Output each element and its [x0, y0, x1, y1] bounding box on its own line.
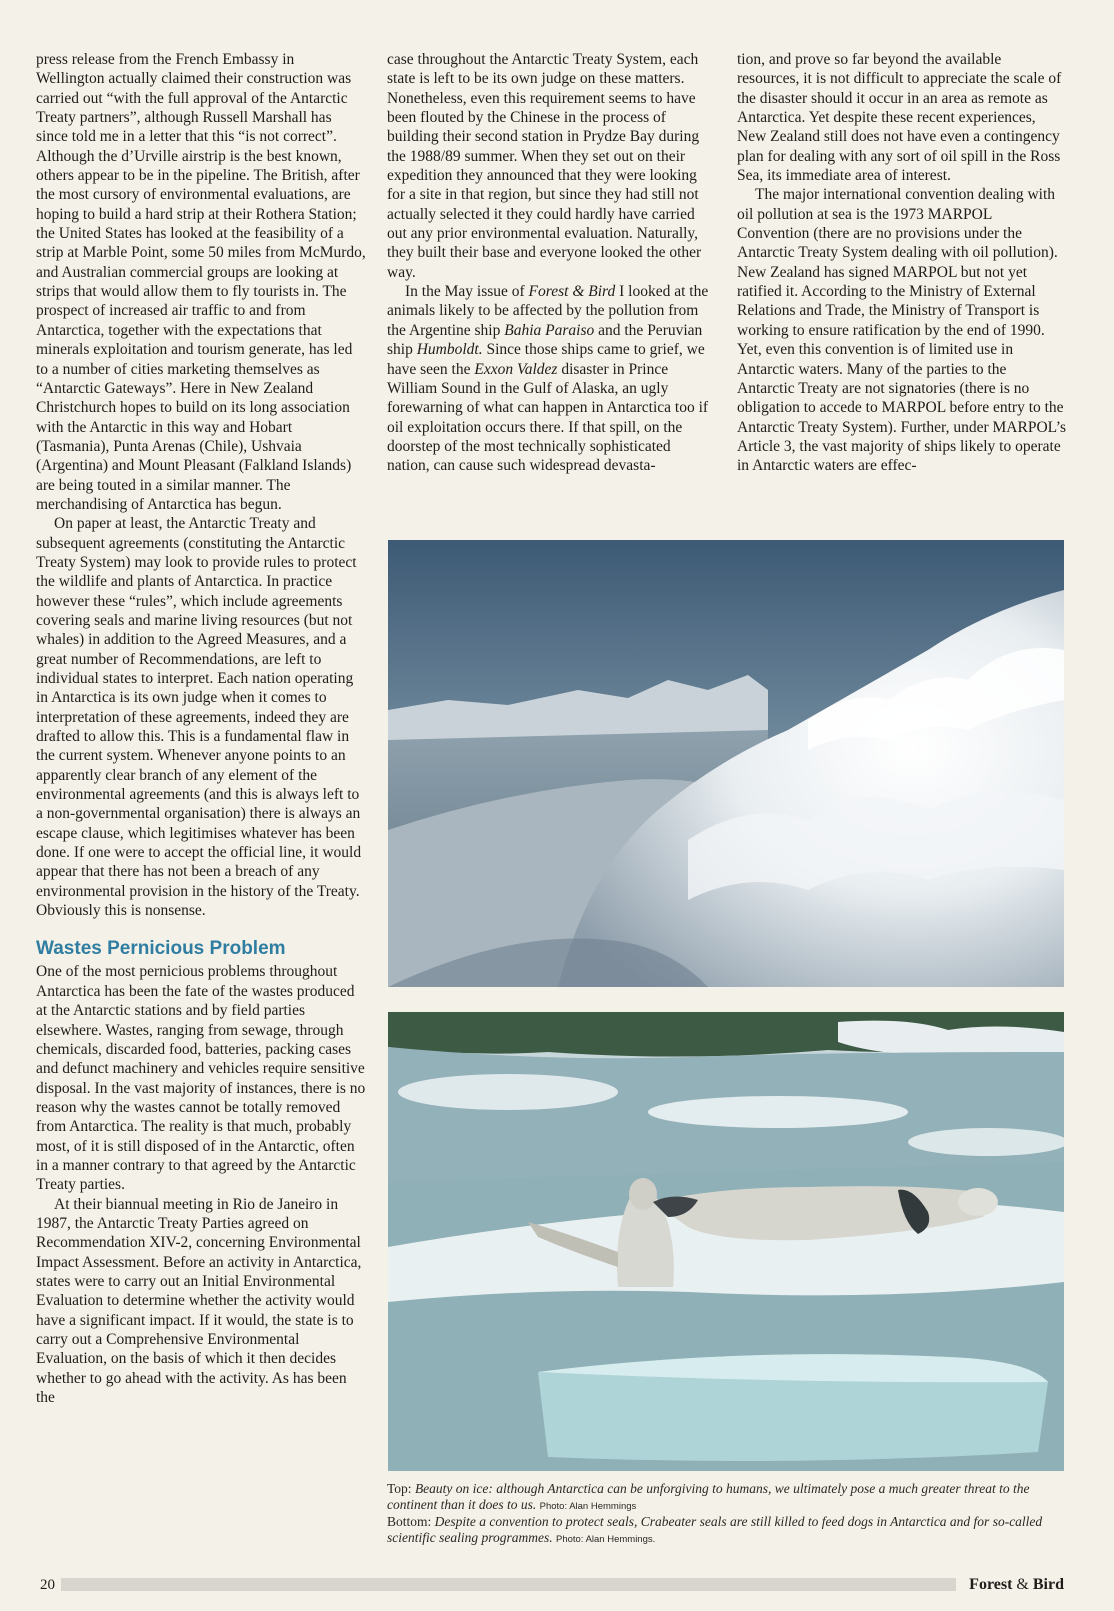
photo-credit: Photo: Alan Hemmings. [555, 1533, 656, 1545]
photo-credit: Photo: Alan Hemmings [539, 1500, 637, 1512]
magazine-name-part: Forest [969, 1576, 1013, 1593]
paragraph: On paper at least, the Antarctic Treaty and subsequent agreements (constituting the Antarctic Treaty System) may look to provide rules to protect the wildlife and plants of Antarctica. In practice however these “rules”, which include agreements covering seals and marine living resources (but not whales) in addition to the Agreed Measures, and a great number of Recommendations, are left to individual states to interpret. Each nation operating in Antarctica is its own judge when it comes to interpretation of these agreements, indeed they are drafted to allow this. This is a fundamental flaw in the current system. Whenever anyone points to an apparently clear branch of any element of the environmental agreements (and this is always left to a non-governmental organisation) there is always an escape clause, which legitimises whatever has been done. If one were to accept the official line, it would appear that there has not been a breach of any environmental provision in the history of the Treaty. Obviously this is nonsense. [36, 515, 362, 920]
caption-text: Despite a convention to protect seals, Crabeater seals are still killed to feed dogs in Antarctica and for so-called scientific sealing programmes. [387, 1514, 1043, 1545]
text-run: Since those ships came to grief, we have seen the [387, 341, 705, 378]
paragraph: tion, and prove so far beyond the available resources, it is not difficult to appreciate the scale of the disaster should it occur in an area as remote as Antarctica. Yet despite these recent experiences, New Zealand still does not have even a contingency plan for dealing with any sort of oil spill in the Ross Sea, its immediate area of interest. [737, 51, 1062, 185]
paragraph: One of the most pernicious problems throughout Antarctica has been the fate of the wastes produced at the Antarctic stations and by field parties elsewhere. Wastes, ranging from sewage, through chemicals, discarded food, batteries, packing cases and defunct machinery and vehicles require sensitive disposal. In the vast majority of instances, there is no reason why the wastes cannot be totally removed from Antarctica. The reality is that much, probably most, of it is still disposed of in the Antarctic, often in a manner contrary to that agreed by the Antarctic Treaty parties. [36, 963, 366, 1194]
text-run: I looked at the animals likely to be affected by the pollution from the Argentine ship [387, 283, 709, 339]
paragraph: case throughout the Antarctic Treaty System, each state is left to be its own judge on these matters. Nonetheless, even this requirement seems to have been flouted by the Chinese in the process of building their second station in Prydze Bay during the 1988/89 summer. When they set out on their expedition they announced that they were looking for a site in that region, but since they had still not actually selected it they could hardly have carried out any prior environmental evaluation. Naturally, they built their base and everyone looked the other way. [387, 51, 702, 281]
caption-top [387, 1481, 1067, 1514]
caption-label: Top: [387, 1481, 415, 1496]
photo-ice-landscape [388, 540, 1064, 987]
ship-name: Humboldt. [416, 341, 483, 359]
paragraph: At their biannual meeting in Rio de Janeiro in 1987, the Antarctic Treaty Parties agreed on Recommendation XIV-2, concerning Environmental Impact Assessment. Before an activity in Antarctica, states were to carry out an Initial Environmental Evaluation to determine whether the activity would have a significant impact. If it would, the state is to carry out a Comprehensive Environmental Evaluation, on the basis of which it then decides whether to go ahead with the activity. As has been the [36, 1195, 362, 1407]
paragraph: press release from the French Embassy in Wellington actually claimed their construction was carried out “with the full approval of the Antarctic Treaty partners”, although Russell Marshall has since told me in a letter that this “is not correct”. Although the d’Urville airstrip is the best known, others appear to be in the pipeline. The British, after the most cursory of environmental evaluations, are hoping to build a hard strip at their Rothera Station; the United States has looked at the feasibility of a strip at Marble Point, some 50 miles from McMurdo, and Australian commercial groups are looking at strips that would allow them to fly tourists in. The prospect of increased air traffic to and from Antarctica, together with the expectations that minerals exploitation and tourism generate, has led to a number of cities marketing themselves as “Antarctic Gateways”. Here in New Zealand Christchurch hopes to build on its long association with the Antarctic in this way and Hobart (Tasmania), Punta Arenas (Chile), Ushvaia (Argentina) and Mount Pleasant (Falkland Islands) are being touted in a similar manner. The merchandising of Antarctica has begun. [36, 51, 366, 513]
seals-illustration [388, 1012, 1064, 1471]
caption-label: Bottom: [387, 1514, 435, 1530]
magazine-name [969, 1574, 1064, 1596]
text-run: and the Peruvian ship [387, 321, 703, 359]
paragraph: The major international convention dealing with oil pollution at sea is the 1973 MARPOL Convention (there are no provisions under the Antarctic Treaty System dealing with oil pollution). New Zealand has signed MARPOL but not yet ratified it. According to the Ministry of External Relations and Trade, the Ministry of Transport is working to ensure ratification by the end of 1990. Yet, even this convention is of limited use in Antarctic waters. Many of the parties to the Antarctic Treaty are not signatories (there is no obligation to accede to MARPOL before entry to the Antarctic Treaty System). Further, under MARPOL’s Article 3, the vast majority of ships likely to operate in Antarctic waters are effec- [737, 186, 1067, 475]
article-column-2 [387, 50, 713, 476]
ship-name: Exxon Valdez [474, 360, 558, 378]
text-run: In the May issue of [405, 283, 529, 301]
page-footer [36, 1574, 1064, 1596]
magazine-name-ampersand: & [1012, 1576, 1033, 1593]
section-heading: Wastes Pernicious Problem [36, 938, 286, 960]
article-column-3 [737, 50, 1067, 476]
ice-landscape-illustration [388, 540, 1064, 987]
caption-text: Beauty on ice: although Antarctica can be unforgiving to humans, we ultimately pose a much greater threat to the continent than it does to us. [387, 1481, 1030, 1512]
paragraph [387, 282, 713, 475]
magazine-name-italic: Forest & Bird [528, 283, 616, 301]
photo-crabeater-seals [388, 1012, 1064, 1471]
article-column-1 [36, 50, 366, 1407]
footer-rule [61, 1578, 956, 1591]
text-run: disaster in Prince William Sound in the Gulf of Alaska, an ugly forewarning of what can happen in Antarctica too if oil exploitation occurs there. If that spill, on the doorstep of the most technically sophisticated nation, can cause such widespread devasta- [387, 360, 709, 475]
page-number: 20 [40, 1577, 55, 1593]
ship-name: Bahia Paraiso [504, 321, 595, 339]
magazine-name-part: Bird [1032, 1576, 1064, 1593]
photo-captions [387, 1481, 1067, 1547]
caption-bottom [387, 1514, 1067, 1547]
